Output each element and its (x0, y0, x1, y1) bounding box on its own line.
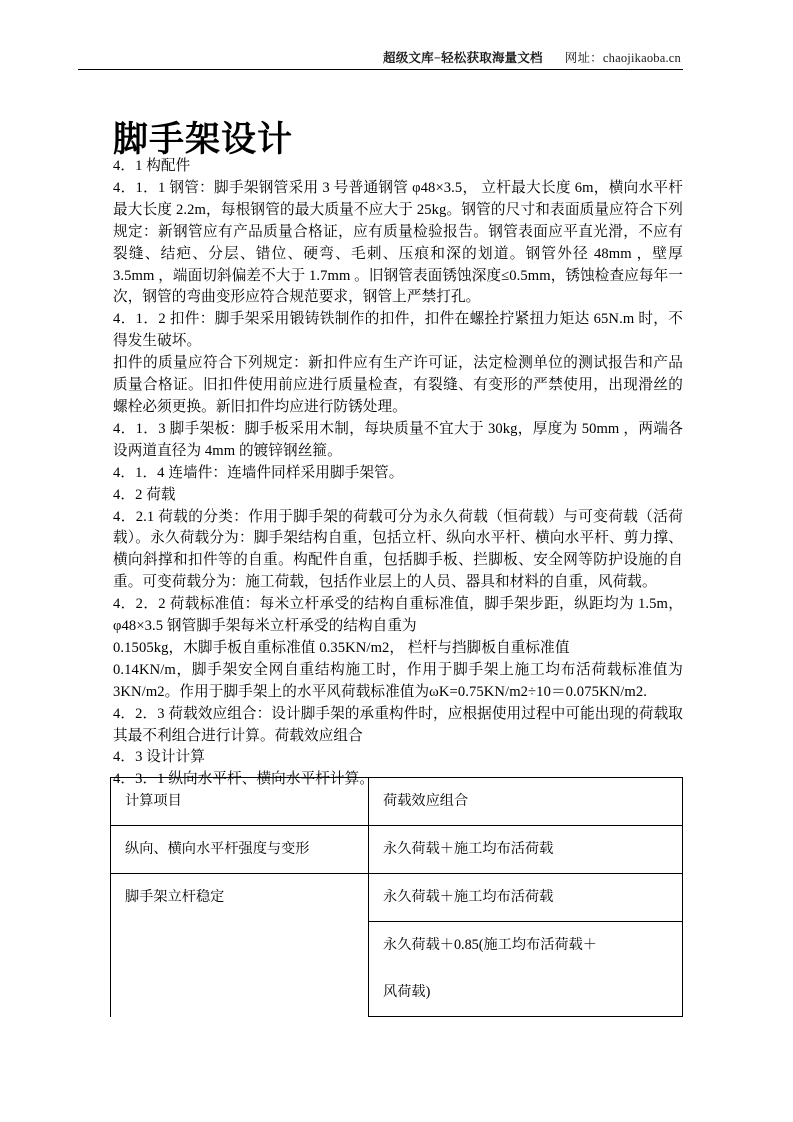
header-divider (78, 69, 683, 70)
header-site-name: 超级文库−轻松获取海量文档 (383, 51, 543, 65)
paragraph-4-1-4: 4．1．4 连墙件：连墙件同样采用脚手架管。 (113, 464, 404, 481)
paragraph-4-2-1: 4．2.1 荷载的分类：作用于脚手架的荷载可分为永久荷载（恒荷载）与可变荷载（活荷载）。永久荷载分为：脚手架结构自重，包括立杆、纵向水平杆、横向水平杆、剪力撑、横向斜撑和扣件等的自重。构配件自重，包括脚手板、拦脚板、安全网等防护设施的自重。可变荷载分为：施工荷载，包括作业层上的人员、器具和材料的自重，风荷载。 (113, 508, 683, 591)
paragraph-load-values-2: 0.14KN/m，脚手架安全网自重结构施工时，作用于脚手架上施工均布活荷载标准值为 3KN/m2。作用于脚手架上的水平风荷载标准值为ωK=0.75KN/m2÷10＝0.075KN/m2. (113, 661, 683, 700)
paragraph-4-2-2: 4．2．2 荷载标准值：每米立杆承受的结构自重标准值，脚手架步距，纵距均为 1.5m，φ48×3.5 钢管脚手架每米立杆承受的结构自重为 (113, 596, 683, 635)
table-cell-combo-multiline (369, 922, 683, 1017)
page-title: 脚手架设计 (113, 120, 294, 161)
paragraph-4-1-2: 4．1．2 扣件：脚手架采用锻铸铁制作的扣件，扣件在螺拴拧紧扭力矩达 65N.m 时，不得发生破坏。 (113, 311, 683, 350)
header-text-row (78, 50, 683, 66)
page-header (78, 50, 683, 70)
table-header-cell-item: 计算项目 (111, 778, 369, 826)
paragraph-4-1: 4．1 构配件 (113, 158, 191, 174)
paragraph-4-2: 4．2 荷载 (113, 486, 176, 503)
header-url: chaojikaoba.cn (602, 51, 681, 65)
load-combination-table (110, 777, 683, 1017)
paragraph-load-values-1: 0.1505kg，木脚手板自重标准值 0.35KN/m2， 栏杆与挡脚板自重标准值 (113, 639, 570, 656)
table-header-cell-combo: 荷载效应组合 (369, 778, 683, 826)
paragraph-4-1-1: 4．1．1 钢管：脚手架钢管采用 3 号普通钢管 φ48×3.5， 立杆最大长度 6m，横向水平杆最大长度 2.2m，每根钢管的最大质量不应大于 25kg。钢管的尺寸和表面质量应符合下列规定：新钢管应有产品质量合格证，应有质量检验报告。钢管表面应平直光滑，不应有裂缝、结疤、分层、错位、硬弯、毛刺、压痕和深的划道。钢管外径 48mm ，壁厚 3.5mm ，端面切斜偏差不大于 1.7mm 。旧钢管表面锈蚀深度≤0.5mm，锈蚀检查应每年一次，钢管的弯曲变形应符合规范要求，钢管上严禁打孔。 (113, 179, 683, 306)
header-url-label: 网址： (564, 51, 603, 65)
paragraph-4-3: 4．3 设计计算 (113, 749, 206, 766)
paragraph-4-2-3: 4．2．3 荷载效应组合：设计脚手架的承重构件时，应根据使用过程中可能出现的荷载取其最不利组合进行计算。荷载效应组合 (113, 705, 683, 744)
paragraph-4-3-1: 4．3．1 纵向水平杆、横向水平杆计算。 (113, 771, 375, 788)
paragraph-4-1-3: 4．1．3 脚手架板：脚手板采用木制，每块质量不宜大于 30kg，厚度为 50mm ，两端各设两道直径为 4mm 的镀锌钢丝箍。 (113, 420, 683, 459)
combo-line-2: 风荷载) (383, 984, 431, 1000)
table-row (111, 826, 683, 874)
table-cell-combo: 永久荷载＋施工均布活荷载 (369, 826, 683, 874)
table-cell-item: 脚手架立杆稳定 (111, 874, 369, 1017)
document-body (113, 156, 683, 791)
table-row (111, 874, 683, 922)
table-cell-combo: 永久荷载＋施工均布活荷载 (369, 874, 683, 922)
table-header-row (111, 778, 683, 826)
table-cell-item: 纵向、横向水平杆强度与变形 (111, 826, 369, 874)
paragraph-fastener-quality: 扣件的质量应符合下列规定：新扣件应有生产许可证，法定检测单位的测试报告和产品质量合格证。旧扣件使用前应进行质量检查，有裂缝、有变形的严禁使用，出现滑丝的螺栓必须更换。新旧扣件均应进行防锈处理。 (113, 355, 683, 415)
combo-line-1: 永久荷载＋0.85(施工均布活荷载＋ (383, 937, 597, 953)
